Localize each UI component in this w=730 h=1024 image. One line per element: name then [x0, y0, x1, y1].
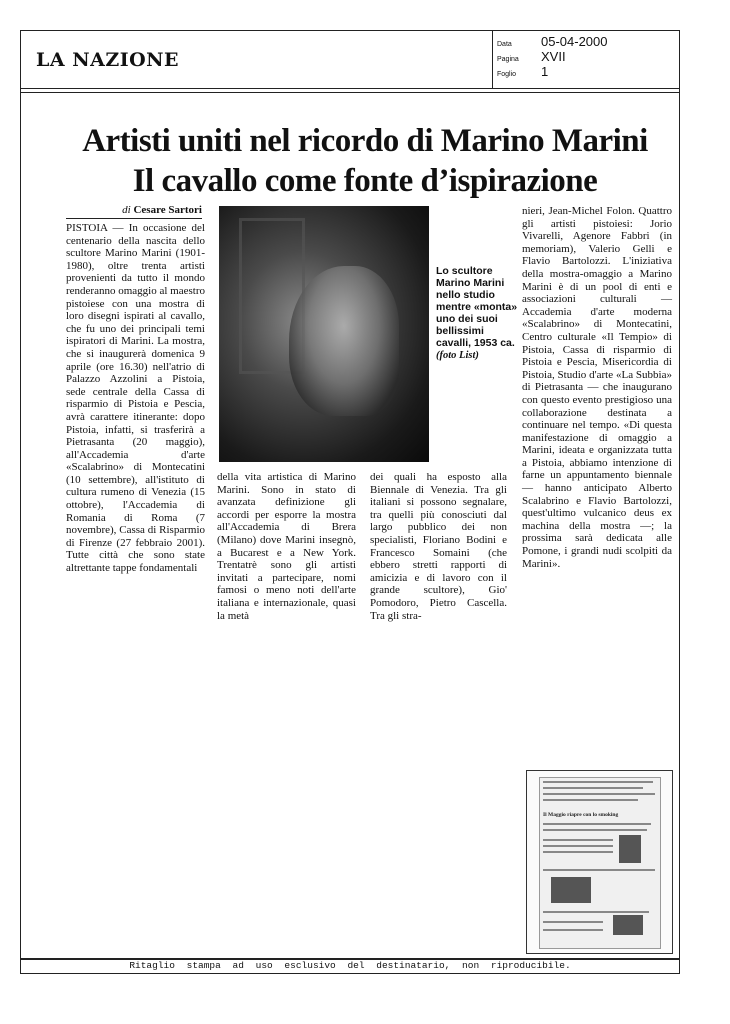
thumbnail-image-block: [551, 877, 591, 903]
thumbnail-line: [543, 911, 649, 913]
sculptor-photo: [219, 206, 429, 462]
page-label: Pagina: [497, 56, 519, 63]
thumbnail-line: [543, 781, 653, 783]
byline-author: Cesare Sartori: [133, 204, 202, 216]
thumbnail-line: [543, 839, 613, 841]
article-column-4: nieri, Jean-Michel Folon. Quattro gli artisti pistoiesi: Jorio Vivarelli, Agenore Fabbri (in memoriam), Valerio Gelli e Flavio Bartolozzi. L'iniziativa della mostra-omaggio a Marino Marini è di un pool di enti e associazioni culturali — Accademia d'arte moderna «Scalabrino» di Montecatini, Centro culturale «Il Tempio» di Pistoia, Cassa di risparmio di Pistoia e Pescia, Misericordia di Pistoia, Studio d'arte «La Subbia» di Pietrasanta — che inaugurano con questo evento prestigioso una collaborazione destinata a continuare nel tempo. «Di questa manifestazione di omaggio a Marini, ideata e organizzata tutta a Pistoia, abbiamo intenzione di farne un appuntamento biennale — hanno anticipato Alberto Scalabrino e Flavio Bartolozzi, quest'ultimo vulcanico deus ex machina della mostra —; la prossima sarà dedicata alle Pomone, i grandi nudi scolpiti da Marini».: [522, 205, 672, 570]
headline-secondary: Il cavallo come fonte d’ispirazione: [132, 163, 598, 199]
footer-notice: Ritaglio stampa ad uso esclusivo del destinatario, non riproducibile.: [20, 958, 680, 974]
thumbnail-image-block: [613, 915, 643, 935]
caption-text: Lo scultore Marino Marini nello studio mentre «monta» uno dei suoi bellissimi cavalli, 1953 ca.: [436, 265, 518, 349]
thumbnail-line: [543, 869, 655, 871]
headline-primary: Artisti uniti nel ricordo di Marino Marini: [82, 123, 648, 159]
byline-rule: [66, 218, 202, 219]
header-divider: [492, 30, 493, 88]
thumbnail-line: [543, 929, 603, 931]
thumbnail-line: [543, 787, 643, 789]
photo-sculpture-shape: [289, 266, 399, 416]
header-rule-double: [20, 92, 680, 93]
caption-credit: (foto List): [436, 350, 479, 361]
date-label: Data: [497, 41, 512, 48]
meta-row-date: [497, 34, 608, 49]
page-thumbnail: [526, 770, 673, 954]
meta-row-page: [497, 49, 608, 64]
thumbnail-line: [543, 823, 651, 825]
article-column-1: PISTOIA — In occasione del centenario della nascita dello scultore Marino Marini (1901-1980), oltre trenta artisti provenienti da tutto il mondo renderanno omaggio al maestro pistoiese con una mostra di loro disegni ispirati al cavallo, che fu uno dei principali temi ispiratori di Marini. La mostra, che si inaugurerà domenica 9 aprile (ore 16.30) nell'atrio di Palazzo Azzolini a Pistoia, sede centrale della Cassa di risparmio di Pistoia e Pescia, avrà carattere itinerante: dopo Pistoia, infatti, si trasferirà a Pietrasanta (20 maggio), all'Accademia d'arte «Scalabrino» di Montecatini (10 settembre), all'istituto di cultura rumeno di Venezia (15 ottobre), l'Accademia di Romania di Roma (7 novembre), Cassa di Risparmio di Firenze (27 febbraio 2001). Tutte città che sono state altrettante tappe fondamentali: [66, 222, 205, 575]
thumbnail-line: [543, 793, 655, 795]
clipping-meta: [497, 34, 608, 79]
article-column-3: dei quali ha esposto alla Biennale di Venezia. Tra gli italiani si possono segnalare, tra quelli più conosciuti dal largo pubblico dei non specialisti, Floriano Bodini e Francesco Somaini (che ebbero stretti rapporti di amicizia e di lavoro con il grande scultore), Gio' Pomodoro, Pietro Cascella. Tra gli stra-: [370, 471, 507, 622]
thumbnail-line: [543, 921, 603, 923]
date-value: 05-04-2000: [541, 34, 608, 49]
thumbnail-line: [543, 851, 613, 853]
header-rule: [20, 88, 680, 89]
masthead: LA NAZIONE: [36, 49, 179, 71]
thumbnail-image-block: [619, 835, 641, 863]
meta-row-sheet: [497, 64, 608, 79]
photo-caption: [436, 265, 518, 362]
thumbnail-line: [543, 845, 613, 847]
sheet-label: Foglio: [497, 71, 517, 78]
thumbnail-line: [543, 829, 647, 831]
sheet-value: 1: [541, 64, 549, 79]
thumbnail-line: [543, 799, 638, 801]
page-value: XVII: [541, 49, 566, 64]
article-column-2: della vita artistica di Marino Marini. Sono in stato di avanzata definizione gli accordi per esporre la mostra all'Accademia di Brera (Milano) dove Marini insegnò, a Bucarest e a New York. Trentatrè sono gli artisti invitati a partecipare, nomi famosi o meno noti dell'arte italiana e internazionale, quasi la metà: [217, 471, 356, 622]
byline-prefix: di: [122, 204, 131, 216]
byline: [66, 204, 202, 216]
thumbnail-headline: Il Maggio riapre con lo smoking: [543, 812, 619, 818]
